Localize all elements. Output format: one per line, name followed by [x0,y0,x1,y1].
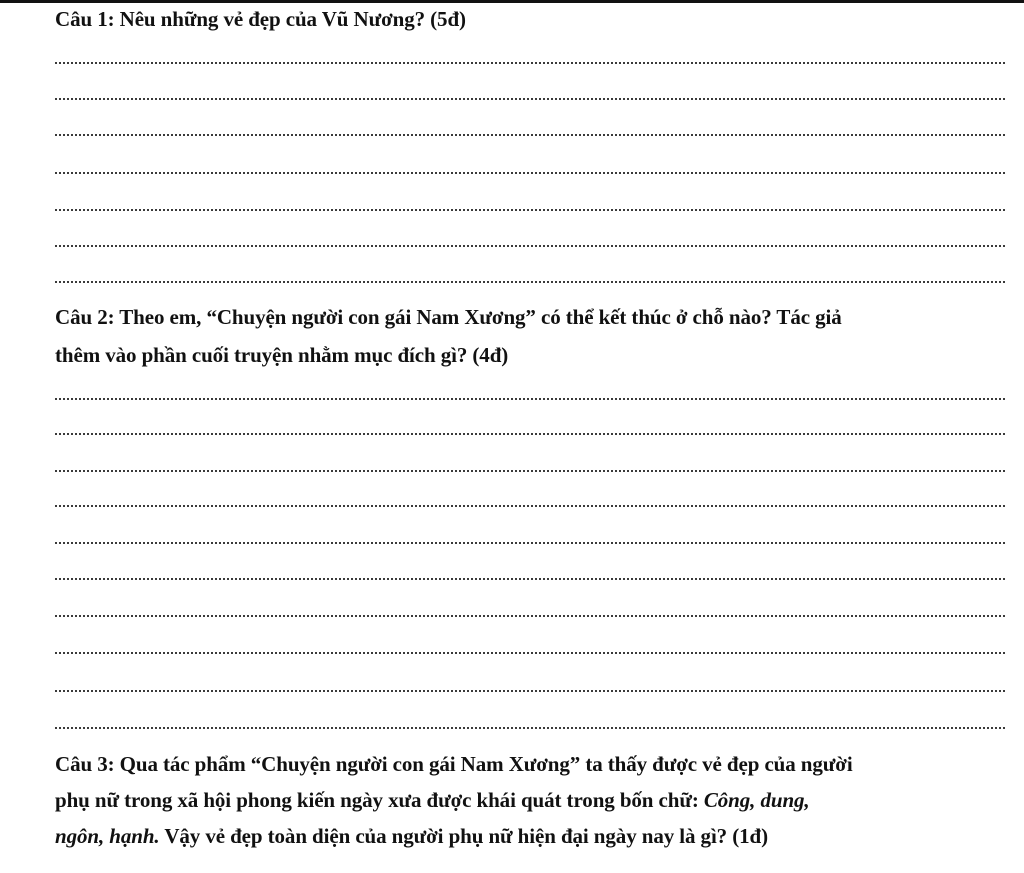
answer-line[interactable] [55,134,1005,136]
question-3-line-1 [55,754,853,775]
answer-line[interactable] [55,281,1005,283]
answer-line[interactable] [55,578,1005,580]
answer-line[interactable] [55,615,1005,617]
answer-line[interactable] [55,172,1005,174]
answer-line[interactable] [55,98,1005,100]
answer-line[interactable] [55,690,1005,692]
answer-line[interactable] [55,542,1005,544]
answer-line[interactable] [55,209,1005,211]
question-3-label: Câu 3: [55,752,115,776]
question-3-prompt: Qua tác phẩm “Chuyện người con gái Nam Xương” ta thấy được vẻ đẹp của người [114,752,853,776]
question-1-label: Câu 1: [55,7,115,31]
answer-line[interactable] [55,727,1005,729]
question-3-line-2 [55,790,810,811]
question-2-prompt: Theo em, “Chuyện người con gái Nam Xương” có thể kết thúc ở chỗ nào? Tác giả [114,305,842,329]
question-2-label: Câu 2: [55,305,115,329]
question-2-line-1 [55,307,842,328]
question-2-line-2: thêm vào phần cuối truyện nhằm mục đích gì? (4đ) [55,343,509,367]
question-3-line-3 [55,826,768,847]
top-border-line [0,0,1024,3]
answer-line[interactable] [55,398,1005,400]
question-1-text [55,9,466,30]
answer-line[interactable] [55,505,1005,507]
answer-line[interactable] [55,62,1005,64]
answer-line[interactable] [55,652,1005,654]
question-3-line-3-text: Vậy vẻ đẹp toàn diện của người phụ nữ hiện đại ngày nay là gì? (1đ) [159,824,769,848]
answer-line[interactable] [55,470,1005,472]
question-3-line-3-italic: ngôn, hạnh. [55,824,160,848]
answer-line[interactable] [55,245,1005,247]
question-3-line-2-text: phụ nữ trong xã hội phong kiến ngày xưa được khái quát trong bốn chữ: [55,788,704,812]
question-3-line-2-italic: Công, dung, [703,788,810,812]
answer-line[interactable] [55,433,1005,435]
question-1-prompt: Nêu những vẻ đẹp của Vũ Nương? (5đ) [114,7,466,31]
